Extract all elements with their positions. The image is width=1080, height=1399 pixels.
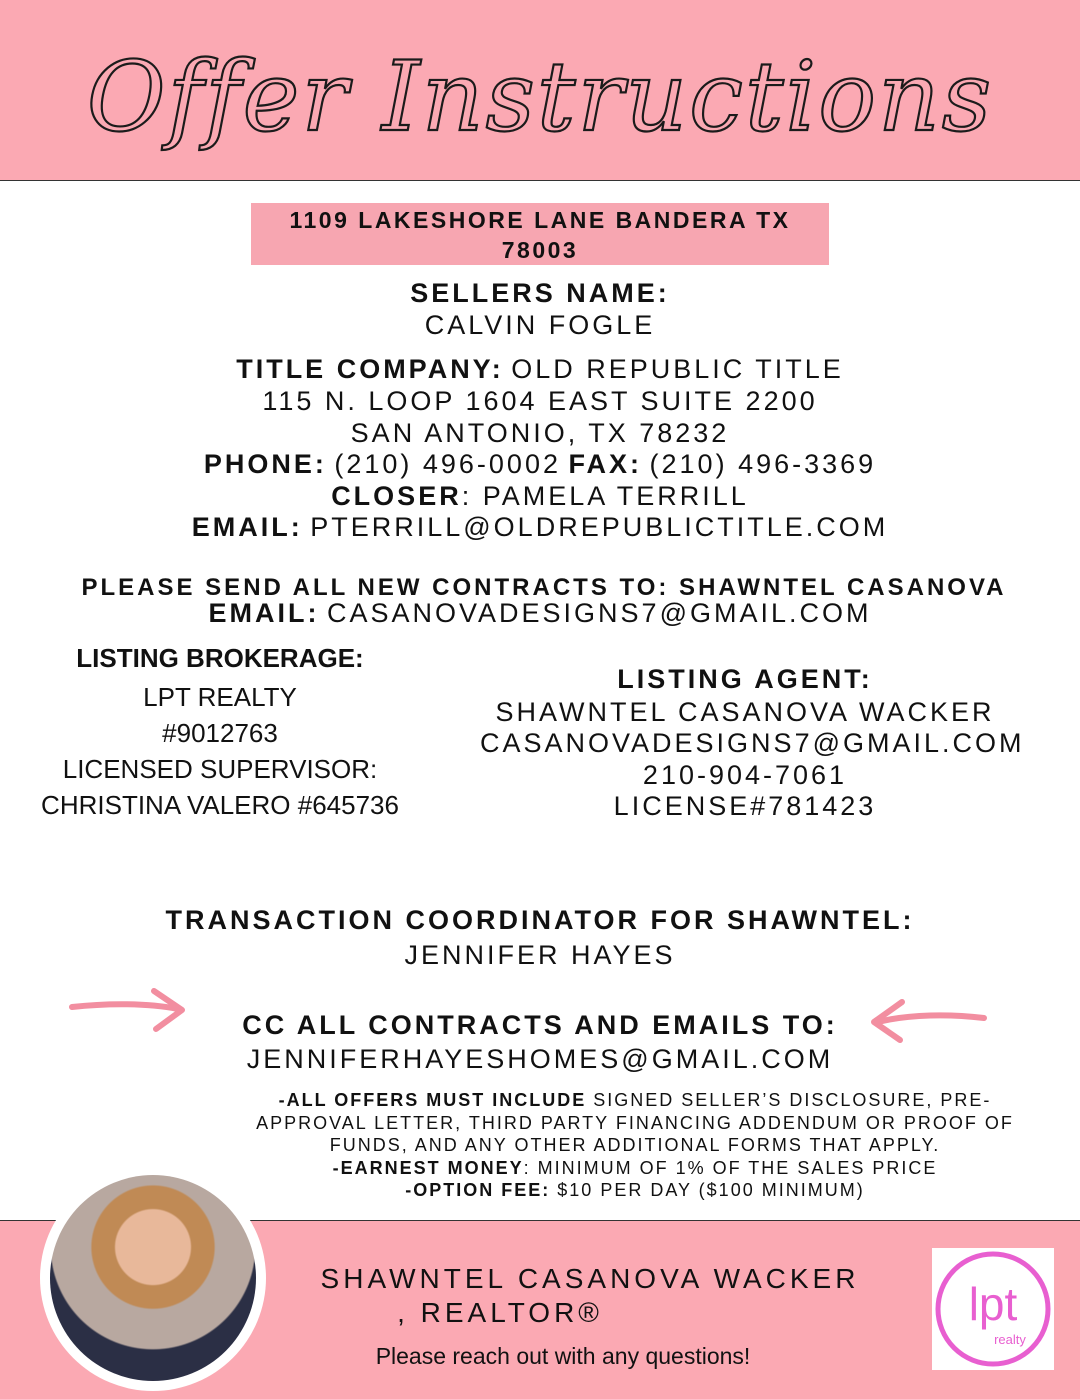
offer-requirements <box>230 1089 1040 1202</box>
option-line <box>230 1179 1040 1202</box>
earnest-label: -EARNEST MONEY <box>332 1157 524 1178</box>
agent-license: LICENSE#781423 <box>613 791 877 821</box>
title-address-1: 115 N. LOOP 1604 EAST SUITE 2200 <box>262 386 818 416</box>
offers-text-2: APPROVAL LETTER, THIRD PARTY FINANCING ADDENDUM OR PROOF OF <box>256 1112 1014 1133</box>
address-line-1: 1109 LAKESHORE LANE BANDERA TX <box>289 207 791 233</box>
title-script <box>0 0 1080 180</box>
footer-tagline: Please reach out with any questions! <box>375 1343 751 1369</box>
phone-value: (210) 496-0002 <box>334 449 561 479</box>
header-banner <box>0 0 1080 181</box>
supervisor-label: LICENSED SUPERVISOR: <box>62 754 378 784</box>
supervisor-name: CHRISTINA VALERO #645736 <box>41 790 399 820</box>
title-email-label: EMAIL: <box>191 512 303 542</box>
offers-label: -ALL OFFERS MUST INCLUDE <box>278 1090 587 1110</box>
phone-fax-line <box>0 449 1080 480</box>
agent-phone: 210-904-7061 <box>642 760 848 790</box>
contracts-email-line <box>0 598 1080 629</box>
property-address <box>251 203 829 265</box>
agent-photo <box>40 1165 266 1391</box>
logo-text: lpt <box>968 1278 1018 1330</box>
coordinator-name: JENNIFER HAYES <box>404 940 676 970</box>
lpt-logo-icon <box>932 1248 1054 1370</box>
closer-label: CLOSER <box>331 481 462 511</box>
title-email: PTERRILL@OLDREPUBLICTITLE.COM <box>310 512 889 542</box>
coordinator-label: TRANSACTION COORDINATOR FOR SHAWNTEL: <box>165 905 915 935</box>
earnest-text: : MINIMUM OF 1% OF THE SALES PRICE <box>523 1157 938 1178</box>
contracts-email: CASANOVADESIGNS7@GMAIL.COM <box>326 598 872 628</box>
footer-agent-title: , REALTOR® <box>397 1297 603 1328</box>
agent-name: SHAWNTEL CASANOVA WACKER <box>495 697 995 727</box>
fax-value: (210) 496-3369 <box>649 449 877 479</box>
offers-text-1: SIGNED SELLER’S DISCLOSURE, PRE- <box>586 1090 992 1110</box>
offers-line-1 <box>230 1089 1040 1112</box>
agent-label: LISTING AGENT: <box>617 664 873 694</box>
brokerage-number: #9012763 <box>162 718 278 748</box>
contracts-email-label: EMAIL: <box>208 598 320 628</box>
closer-name: : PAMELA TERRILL <box>461 481 749 511</box>
cc-label: CC ALL CONTRACTS AND EMAILS TO: <box>242 1010 838 1040</box>
footer-agent-name: SHAWNTEL CASANOVA WACKER <box>320 1263 860 1294</box>
title-company-line <box>0 354 1080 385</box>
phone-label: PHONE: <box>203 449 327 479</box>
title-address-2: SAN ANTONIO, TX 78232 <box>350 418 730 448</box>
brokerage-name: LPT REALTY <box>143 682 297 712</box>
logo-sub-text: realty <box>994 1332 1026 1347</box>
option-label: -OPTION FEE: <box>405 1180 551 1200</box>
fax-label: FAX: <box>568 449 643 479</box>
earnest-line <box>230 1157 1040 1180</box>
title-company-label: TITLE COMPANY: <box>236 354 504 384</box>
sellers-name: CALVIN FOGLE <box>424 310 656 340</box>
address-line-2: 78003 <box>501 237 579 263</box>
send-contracts-line: PLEASE SEND ALL NEW CONTRACTS TO: SHAWNTEL CASANOVA <box>81 574 1007 601</box>
agent-email: CASANOVADESIGNS7@GMAIL.COM <box>480 728 1025 758</box>
title-company-name: OLD REPUBLIC TITLE <box>511 354 844 384</box>
cc-email: JENNIFERHAYESHOMES@GMAIL.COM <box>246 1044 834 1074</box>
sellers-label: SELLERS NAME: <box>410 278 670 308</box>
offers-text-3: FUNDS, AND ANY OTHER ADDITIONAL FORMS THAT APPLY. <box>329 1135 941 1155</box>
brokerage-label: LISTING BROKERAGE: <box>76 643 364 673</box>
option-text: $10 PER DAY ($100 MINIMUM) <box>550 1180 865 1200</box>
page-title: Offer Instructions <box>86 41 994 153</box>
title-email-line <box>0 512 1080 543</box>
lpt-realty-logo <box>932 1248 1054 1370</box>
agent-avatar <box>50 1175 256 1381</box>
closer-line <box>0 481 1080 512</box>
